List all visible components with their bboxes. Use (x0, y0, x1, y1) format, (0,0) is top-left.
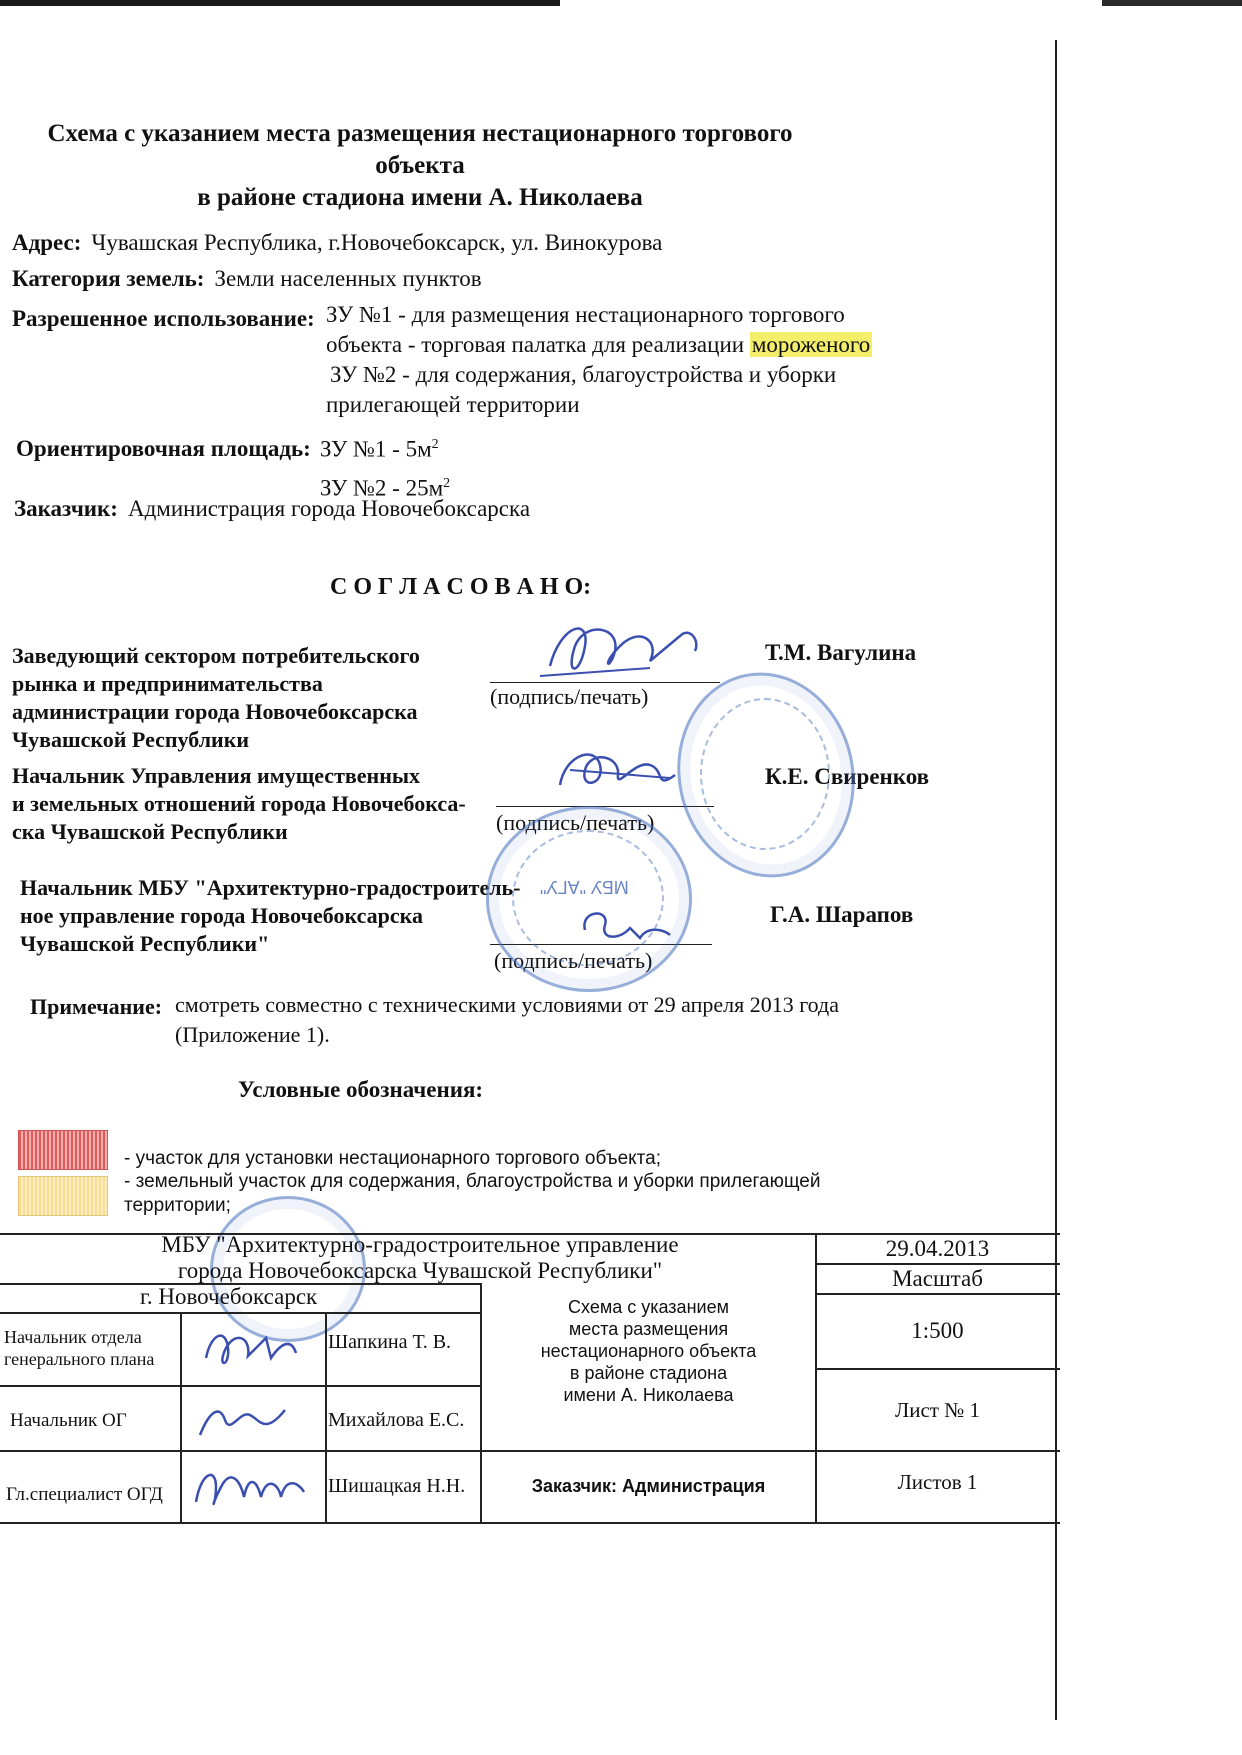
land-category-label: Категория земель: (12, 266, 205, 291)
signer-1-line-4: Чувашской Республики (12, 727, 250, 752)
seal-stamp-2-inner (512, 830, 664, 966)
signer-1-line-3: администрации города Новочебоксарска (12, 699, 418, 724)
tb-row-1-role (4, 1326, 154, 1370)
area-label (16, 434, 321, 464)
tb-vline-name (325, 1312, 327, 1523)
tb-line-scale-label-bottom (815, 1293, 1060, 1295)
signer-2-line-1: Начальник Управления имущественных (12, 763, 421, 788)
area-label-text: Ориентировочная площадь: (16, 436, 311, 461)
land-category-value: Земли населенных пунктов (214, 266, 482, 291)
title-line-2: в районе стадиона имени А. Николаева (197, 184, 643, 211)
signer-1-sig-label: (подпись/печать) (490, 684, 649, 709)
tb-line-date-bottom (815, 1263, 1060, 1265)
highlighted-word: мороженого (751, 332, 871, 357)
scan-edge-top-right (1102, 0, 1242, 6)
tb-scheme-line-2: места размещения (568, 1319, 729, 1339)
tb-row-2-role: Начальник ОГ (10, 1410, 127, 1431)
customer-label: Заказчик: (14, 496, 118, 521)
signer-2-sig-label: (подпись/печать) (496, 810, 655, 835)
tb-organization (135, 1232, 705, 1284)
tb-row-1-name: Шапкина Т. В. (328, 1331, 452, 1353)
tb-date: 29.04.2013 (885, 1236, 990, 1261)
signer-3-name: Г.А. Шарапов (770, 902, 914, 927)
approved-heading: С О Г Л А С О В А Н О: (330, 574, 592, 600)
signer-2-line-3: ска Чувашской Республики (12, 819, 288, 844)
permitted-use-label-text: Разрешенное использование: (12, 306, 315, 331)
note-line-2: (Приложение 1). (175, 1022, 330, 1047)
permitted-use-line-4: прилегающей территории (326, 392, 580, 417)
tb-scheme-line-4: в районе стадиона (569, 1363, 728, 1383)
signer-2-name: К.Е. Свиренков (765, 764, 930, 789)
permitted-use-line-2 (326, 330, 966, 360)
area-values (320, 430, 450, 503)
tb-vline-role (180, 1312, 182, 1523)
legend-swatch-territory (18, 1176, 108, 1216)
signer-2-position (12, 762, 466, 846)
signer-1-name: Т.М. Вагулина (765, 640, 917, 665)
scan-edge-top-left (0, 0, 560, 6)
signer-3-line-2: ное управление города Новочебоксарска (20, 903, 423, 928)
area-item-2-text: ЗУ №2 - 25м (320, 475, 444, 501)
legend-item-2 (124, 1170, 820, 1218)
tb-sheet: Лист № 1 (894, 1398, 980, 1422)
tb-scale-label: Масштаб (892, 1266, 983, 1291)
tb-signature-2 (190, 1390, 300, 1450)
tb-customer: Заказчик: Администрация (531, 1476, 766, 1496)
tb-scheme-title (482, 1296, 815, 1406)
signer-1-line-2: рынка и предпринимательства (12, 671, 323, 696)
signer-3-sig-label: (подпись/печать) (494, 948, 653, 973)
tb-signature-3 (186, 1452, 322, 1522)
tb-line-bottom (0, 1522, 1060, 1524)
legend-item-2-line-2: территории; (124, 1195, 231, 1216)
tb-scale-value: 1:500 (911, 1318, 964, 1343)
legend-item-2-line-1: - земельный участок для содержания, благоустройства и уборки прилегающей (124, 1171, 821, 1192)
tb-row-1-role-line-2: генерального плана (4, 1349, 155, 1369)
seal-stamp-1-inner (700, 698, 830, 850)
tb-org-line-2: города Новочебоксарска Чувашской Республики" (177, 1258, 663, 1283)
tb-row-3-name: Шишацкая Н.Н. (328, 1475, 466, 1497)
address-label: Адрес: (12, 230, 82, 255)
signer-3-line-1: Начальник МБУ "Архитектурно-градостроитель- (20, 875, 521, 900)
area-item-1 (320, 430, 450, 465)
tb-line-row1-bottom (0, 1385, 480, 1387)
tb-scheme-line-3: нестационарного объекта (540, 1341, 757, 1361)
signer-3-position (20, 874, 521, 958)
tb-signature-1 (196, 1318, 316, 1378)
legend-swatch-plot (18, 1130, 108, 1170)
tb-sheets: Листов 1 (897, 1470, 978, 1494)
note-label (30, 992, 172, 1022)
tb-scheme-line-1: Схема с указанием (568, 1297, 729, 1317)
signer-2-line-2: и земельных отношений города Новочебокса- (12, 791, 466, 816)
area-item-1-sup: 2 (431, 437, 439, 452)
document-title (10, 118, 830, 214)
land-category-field (12, 264, 482, 294)
permitted-use-value (326, 300, 966, 420)
customer-field (14, 494, 530, 524)
permitted-use-line-3: ЗУ №2 - для содержания, благоустройства и уборки (330, 362, 837, 387)
legend-heading: Условные обозначения: (238, 1077, 484, 1102)
note-text (175, 990, 955, 1050)
note-label-text: Примечание: (30, 994, 163, 1019)
signature-1 (530, 606, 710, 686)
tb-row-3-role: Гл.специалист ОГД (6, 1484, 163, 1505)
customer-value: Администрация города Новочебоксарска (127, 496, 531, 521)
signer-1-line-1: Заведующий сектором потребительского (12, 643, 420, 668)
tb-city: г. Новочебоксарск (140, 1284, 318, 1309)
tb-line-row2-bottom (0, 1450, 1060, 1452)
tb-row-1-role-line-1: Начальник отдела (4, 1327, 142, 1347)
seal-stamp-2-text: МБУ "АГУ" (540, 877, 629, 897)
title-line-1: Схема с указанием места размещения нестационарного торгового объекта (47, 120, 793, 179)
note-line-1: смотреть совместно с техническими условиями от 29 апреля 2013 года (175, 992, 840, 1017)
tb-row-2-name: Михайлова Е.С. (328, 1409, 465, 1431)
tb-org-line-1: МБУ "Архитектурно-градостроительное управление (161, 1232, 679, 1257)
area-item-1-text: ЗУ №1 - 5м (320, 436, 432, 462)
legend-item-1: - участок для установки нестационарного торгового объекта; (124, 1148, 662, 1169)
address-field (12, 228, 662, 258)
tb-line-city-bottom (0, 1312, 480, 1314)
signature-2 (540, 730, 700, 810)
signature-line-1 (490, 682, 720, 683)
permitted-use-label (12, 304, 325, 334)
signer-3-line-3: Чувашской Республики" (20, 931, 270, 956)
tb-scheme-line-5: имени А. Николаева (563, 1385, 734, 1405)
tb-line-scale-bottom (815, 1368, 1060, 1370)
address-value: Чувашская Республика, г.Новочебоксарск, ул. Винокурова (91, 230, 663, 255)
permitted-use-line-2-text: объекта - торговая палатка для реализации (326, 332, 745, 357)
signer-1-position (12, 642, 420, 754)
permitted-use-line-1: ЗУ №1 - для размещения нестационарного торгового (326, 302, 845, 327)
area-item-2-sup: 2 (443, 475, 451, 491)
